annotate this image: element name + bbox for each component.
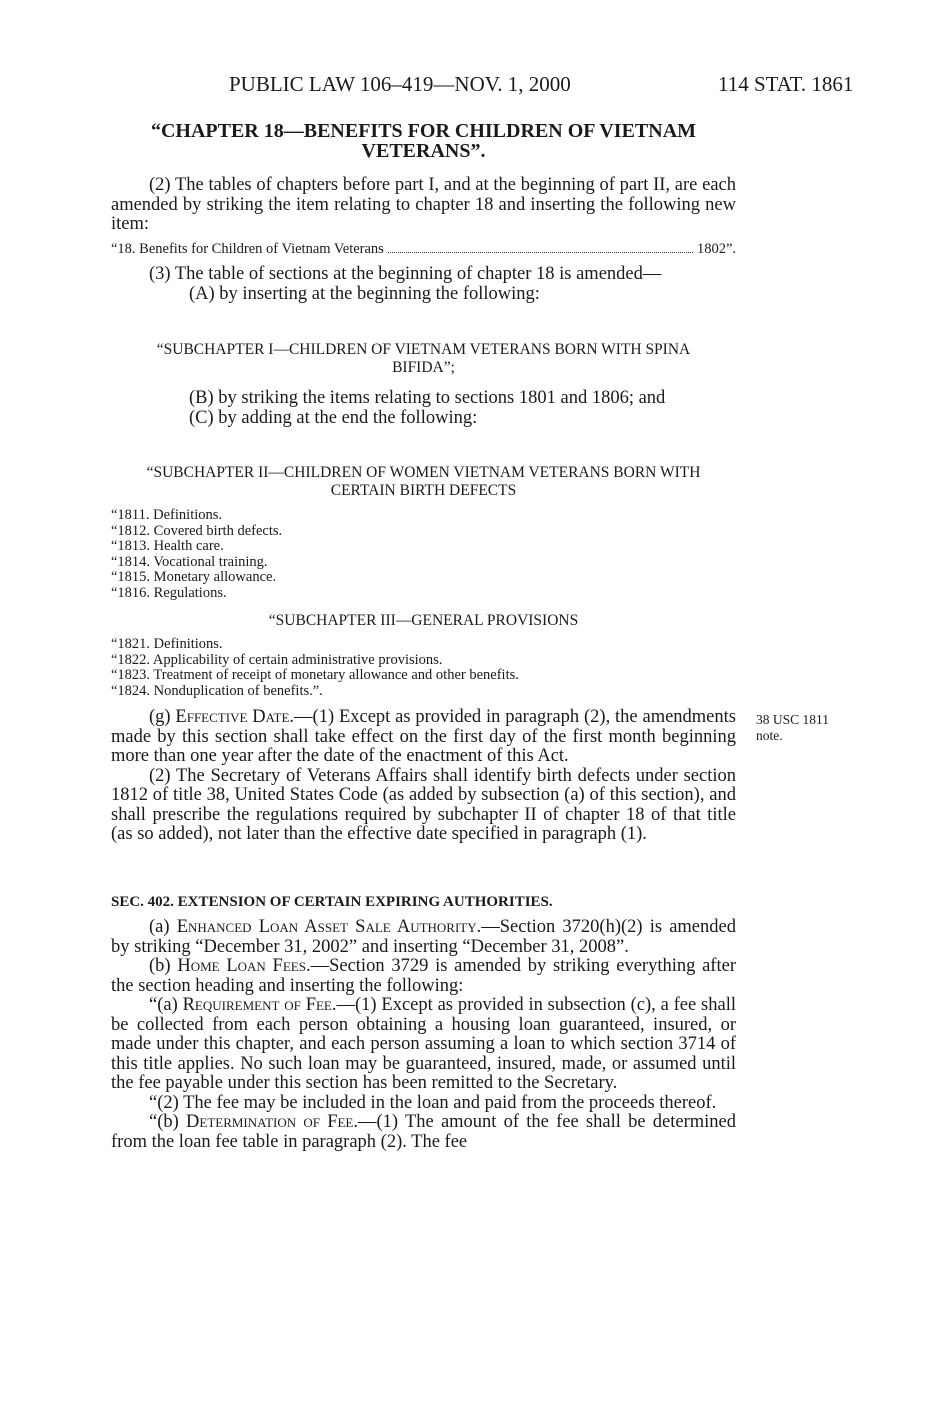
toc-entry-label: “18. Benefits for Children of Vietnam Veterans (111, 241, 384, 257)
subchapter-2-heading (111, 464, 736, 500)
quoted-subsection-a-prefix: “(a) (149, 995, 183, 1015)
subchapter-2-heading-line2: CERTAIN BIRTH DEFECTS (330, 482, 517, 499)
quoted-subsection-a (111, 996, 736, 1094)
section-402-a-prefix: (a) (149, 917, 177, 937)
toc-leader-dots (388, 252, 693, 253)
quoted-subsection-b (111, 1113, 736, 1152)
list-item: “1811. Definitions. (111, 507, 223, 523)
paragraph-3b-text: (B) by striking the items relating to sections 1801 and 1806; and (189, 388, 666, 408)
margin-note-line1: 38 USC 1811 (756, 712, 830, 727)
paragraph-2-text: (2) The tables of chapters before part I, and at the beginning of part II, are each amended by striking the item relating to chapter 18 and inserting the following new item: (111, 175, 736, 234)
chapter-heading-line1: “CHAPTER 18—BENEFITS FOR CHILDREN OF VIETNAM (150, 120, 697, 142)
list-item: “1821. Definitions. (111, 636, 223, 652)
effective-date-text-1: .—(1) Except as provided in paragraph (2), the amendments made by this section shall take effect on the first day of the first month beginning more than one year after the date of the enactment of this Act. (111, 707, 736, 766)
section-402-body (111, 918, 736, 1152)
section-402-b-text: .—Section 3729 is amended by striking everything after the section heading and inserting the following: (111, 956, 736, 996)
toc-entry-page: 1802”. (696, 241, 736, 257)
paragraph-2 (111, 176, 736, 235)
effective-date-section (111, 708, 736, 845)
quoted-paragraph-2: “(2) The fee may be included in the loan and paid from the proceeds thereof. (149, 1092, 717, 1113)
list-item: “1816. Regulations. (111, 584, 227, 601)
toc-entry-line (111, 240, 736, 260)
paragraph-3a-text: (A) by inserting at the beginning the following: (189, 283, 540, 304)
running-header-stat: 114 STAT. 1861 (718, 72, 854, 96)
quoted-subsection-b-heading: Determination of Fee (186, 1112, 354, 1132)
list-item: “1822. Applicability of certain administrative provisions. (111, 651, 443, 668)
section-402-heading: SEC. 402. EXTENSION OF CERTAIN EXPIRING AUTHORITIES. (111, 894, 553, 910)
quoted-subsection-b-text: .—(1) The amount of the fee shall be determined from the loan fee table in paragraph (2). The fee (111, 1112, 736, 1152)
effective-date-prefix: (g) (149, 707, 176, 727)
section-402-b-prefix: (b) (149, 956, 178, 976)
running-header-law: PUBLIC LAW 106–419—NOV. 1, 2000 (229, 72, 571, 96)
subchapter-1-heading-line2: BIFIDA”; (392, 359, 455, 376)
paragraph-3b-3c (111, 389, 736, 428)
effective-date-heading: Effective Date (175, 707, 290, 727)
chapter-heading-line2: VETERANS”. (361, 140, 486, 162)
subchapter-1-heading-line1: “SUBCHAPTER I—CHILDREN OF VIETNAM VETERANS BORN WITH SPINA (156, 341, 691, 358)
subchapter-2-list (111, 508, 736, 601)
section-402-b-heading: Home Loan Fees (177, 956, 306, 976)
subchapter-3-heading: “SUBCHAPTER III—GENERAL PROVISIONS (268, 612, 579, 629)
paragraph-3c-text: (C) by adding at the end the following: (189, 407, 478, 428)
paragraph-3 (111, 265, 736, 304)
quoted-subsection-b-prefix: “(b) (149, 1112, 187, 1132)
subchapter-2-heading-line1: “SUBCHAPTER II—CHILDREN OF WOMEN VIETNAM VETERANS BORN WITH (146, 464, 701, 481)
section-402-a-text: .—Section 3720(h)(2) is amended by striking “December 31, 2002” and inserting “December 31, 2008”. (111, 917, 736, 957)
subchapter-1-heading (111, 341, 736, 377)
margin-note-line2: note. (756, 728, 783, 743)
list-item: “1813. Health care. (111, 538, 224, 554)
effective-date-paragraph-1 (111, 708, 736, 767)
effective-date-paragraph-2: (2) The Secretary of Veterans Affairs shall identify birth defects under section 1812 of title 38, United States Code (as added by subsection (a) of this section), and shall prescribe the regulations required by subchapter II of chapter 18 of that title (as so added), not later than the effective date specified in paragraph (1). (111, 765, 736, 844)
list-item: “1812. Covered birth defects. (111, 522, 283, 539)
list-item: “1815. Monetary allowance. (111, 569, 277, 585)
section-402-a (111, 918, 736, 957)
list-item: “1814. Vocational training. (111, 553, 268, 570)
quoted-subsection-a-text: .—(1) Except as provided in subsection (c), a fee shall be collected from each person obtaining a housing loan guaranteed, insured, or made under this chapter, and each person assuming a loan to which section 3714 of this title applies. No such loan may be guaranteed, insured, made, or assumed until the fee payable under this section has been remitted to the Secretary. (111, 995, 736, 1093)
quoted-subsection-a-heading: Requirement of Fee (182, 995, 332, 1015)
list-item: “1823. Treatment of receipt of monetary allowance and other benefits. (111, 667, 519, 683)
paragraph-3-text: (3) The table of sections at the beginning of chapter 18 is amended— (149, 264, 662, 284)
chapter-heading (111, 121, 736, 161)
section-402-a-heading: Enhanced Loan Asset Sale Authority (176, 917, 477, 937)
toc-entry (111, 240, 736, 260)
section-402-b (111, 957, 736, 996)
margin-note (756, 712, 829, 744)
subchapter-3-list (111, 637, 736, 699)
list-item: “1824. Nonduplication of benefits.”. (111, 682, 323, 699)
